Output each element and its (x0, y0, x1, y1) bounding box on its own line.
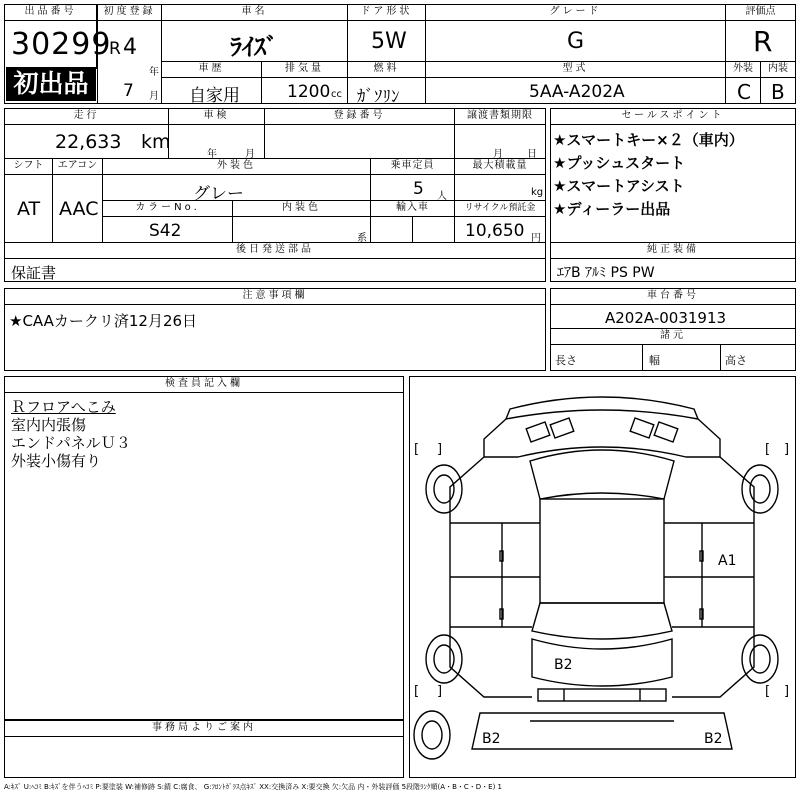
damage-mark-b2-rear-left: B2 (482, 731, 501, 747)
insp-year-unit: 年 (207, 149, 217, 160)
rear-view (472, 713, 732, 749)
later-parts: 保証書 (11, 264, 57, 282)
svg-text:[: [ (765, 684, 771, 699)
chassis-block (550, 288, 796, 371)
recycle-unit: 円 (531, 233, 541, 244)
ac: AAC (59, 198, 99, 220)
month-unit: 月 (149, 91, 159, 102)
year: 4 (123, 35, 137, 60)
sales-points-label: セールスポイント (551, 109, 795, 125)
mileage-unit: km (141, 131, 171, 153)
recycle-label: リサイクル預託金 (455, 201, 545, 217)
displacement-unit: cc (331, 89, 342, 100)
sales-point-item: ★ディーラー出品 (553, 200, 671, 218)
windshield (530, 450, 674, 499)
svg-text:[: [ (414, 442, 420, 457)
door: 5W (371, 29, 407, 54)
score: R (753, 25, 773, 58)
width-label: 幅 (649, 354, 660, 367)
front-bumper (506, 397, 698, 419)
svg-text:]: ] (437, 684, 443, 699)
capacity: 5 (413, 179, 424, 199)
inspector-line: エンドパネルＵ３ (11, 434, 131, 452)
damage-mark-b2-rear-right: B2 (704, 731, 723, 747)
car-name: ﾗｲｽﾞ (230, 33, 278, 61)
int-color-unit: 系 (357, 233, 367, 244)
chassis-value: A202A-0031913 (605, 309, 727, 327)
model-label: 型式 (426, 62, 726, 78)
ac-label: エアコン (53, 159, 103, 175)
sales-points-block (550, 108, 796, 243)
equipment-value: ｴｱB ｱﾙﾐ PS PW (557, 265, 655, 281)
grade: G (567, 29, 585, 54)
grille (526, 418, 678, 442)
notes-label: 注意事項欄 (5, 289, 545, 305)
recycle: 10,650 (465, 221, 525, 241)
fuel: ｶﾞｿﾘﾝ (357, 87, 400, 107)
roof (540, 499, 664, 603)
score-label: 評価点 (726, 5, 795, 21)
length-label: 長さ (555, 354, 577, 367)
header-block (4, 4, 796, 107)
svg-text:[: [ (414, 684, 420, 699)
tr-day-unit: 日 (527, 149, 537, 160)
wheels (414, 465, 778, 759)
door-handles (500, 551, 703, 619)
sales-point-item: ★プッシュスタート (553, 154, 686, 172)
car-outline-svg (410, 377, 795, 777)
month: 7 (123, 81, 134, 101)
color-no-label: カラーNo. (103, 201, 233, 217)
height-label: 高さ (725, 354, 747, 367)
legend: A:ｷｽﾞ U:ﾍｺﾐ B:ｷｽﾞを伴うﾍｺﾐ P:要塗装 W:補修跡 S:錆 C:腐食、 G:ﾌﾛﾝﾄｶﾞﾗｽ点ｷｽﾞ XX:交換済み X:要交換 欠:欠品 内・外装評価 5段階ﾗﾝｸ順(A・B・C・D・E) 1 (4, 783, 502, 791)
equipment-block (550, 242, 796, 282)
svg-text:]: ] (784, 442, 790, 457)
damage-mark-b2: B2 (554, 657, 573, 673)
reg-no-cell (265, 125, 455, 159)
shift-label: シフト (5, 159, 53, 175)
mileage: 22,633 (55, 131, 122, 153)
door-label: ドア形状 (348, 5, 426, 21)
office-block (4, 720, 404, 778)
dims-label: 諸元 (551, 329, 795, 345)
int-color-label: 内装色 (233, 201, 371, 217)
car-diagram (409, 376, 796, 778)
era: R (109, 39, 121, 59)
spec-block (4, 108, 546, 282)
car-name-label: 車名 (162, 5, 348, 21)
listing-no-col (5, 5, 98, 103)
color: グレー (193, 184, 244, 204)
inspector-label: 検査員記入欄 (5, 377, 403, 393)
displacement-label: 排気量 (262, 62, 348, 78)
capacity-label: 乗車定員 (371, 159, 455, 175)
load-label: 最大積載量 (455, 159, 545, 175)
corner-brackets (414, 442, 789, 699)
load-unit: kg (531, 187, 544, 198)
first-listing-badge: 初出品 (6, 67, 96, 101)
fuel-label: 燃料 (348, 62, 426, 78)
mileage-label: 走行 (5, 109, 169, 125)
tr-month-unit: 月 (493, 149, 503, 160)
color-no: S42 (149, 221, 182, 241)
inspection-label: 車検 (169, 109, 265, 125)
history-label: 車歴 (162, 62, 262, 78)
listing-no: 30299 (11, 27, 112, 62)
svg-text:]: ] (437, 442, 443, 457)
exterior-label: 外装 (726, 62, 761, 78)
year-unit: 年 (149, 67, 159, 78)
import-cell-b (413, 217, 455, 243)
notes-value: ★CAAカークリ済12月26日 (9, 312, 198, 330)
first-reg-label: 初度登録 (98, 5, 162, 21)
listing-no-label: 出品番号 (5, 5, 97, 21)
sales-point-item: ★スマートアシスト (553, 177, 685, 195)
shift: AT (17, 198, 41, 220)
transfer-label: 譲渡書類期限 (455, 109, 545, 125)
exterior: C (737, 80, 751, 104)
sales-point-item: ★スマートキー×２（車内） (553, 131, 744, 149)
insp-month-unit: 月 (245, 149, 255, 160)
color-label: 外装色 (103, 159, 371, 175)
equipment-label: 純正装備 (551, 243, 795, 259)
office-label: 事務局よりご案内 (5, 721, 403, 737)
hood (484, 419, 720, 457)
interior: B (771, 80, 785, 104)
inspector-line: 外装小傷有り (11, 452, 102, 470)
chassis-label: 車台番号 (551, 289, 795, 305)
rear-glass (532, 603, 672, 639)
reg-no-label: 登録番号 (265, 109, 455, 125)
svg-text:[: [ (765, 442, 771, 457)
grade-label: グレード (426, 5, 726, 21)
inspector-line: Ｒフロアへこみ (11, 398, 116, 416)
capacity-unit: 人 (437, 191, 447, 202)
import-label: 輸入車 (371, 201, 455, 217)
interior-label: 内装 (761, 62, 795, 78)
inspector-block (4, 376, 404, 720)
import-cell-a (371, 217, 413, 243)
int-color-cell (233, 217, 371, 243)
displacement: 1200 (287, 82, 331, 102)
inspector-line: 室内内張傷 (11, 416, 87, 434)
rear-bumper (538, 689, 666, 701)
history: 自家用 (189, 86, 240, 106)
rear-hatch (532, 639, 672, 686)
notes-block (4, 288, 546, 371)
damage-mark-a1: A1 (718, 553, 737, 569)
later-parts-label: 後日発送部品 (5, 243, 545, 259)
model: 5AA-A202A (529, 82, 625, 102)
svg-text:]: ] (784, 684, 790, 699)
